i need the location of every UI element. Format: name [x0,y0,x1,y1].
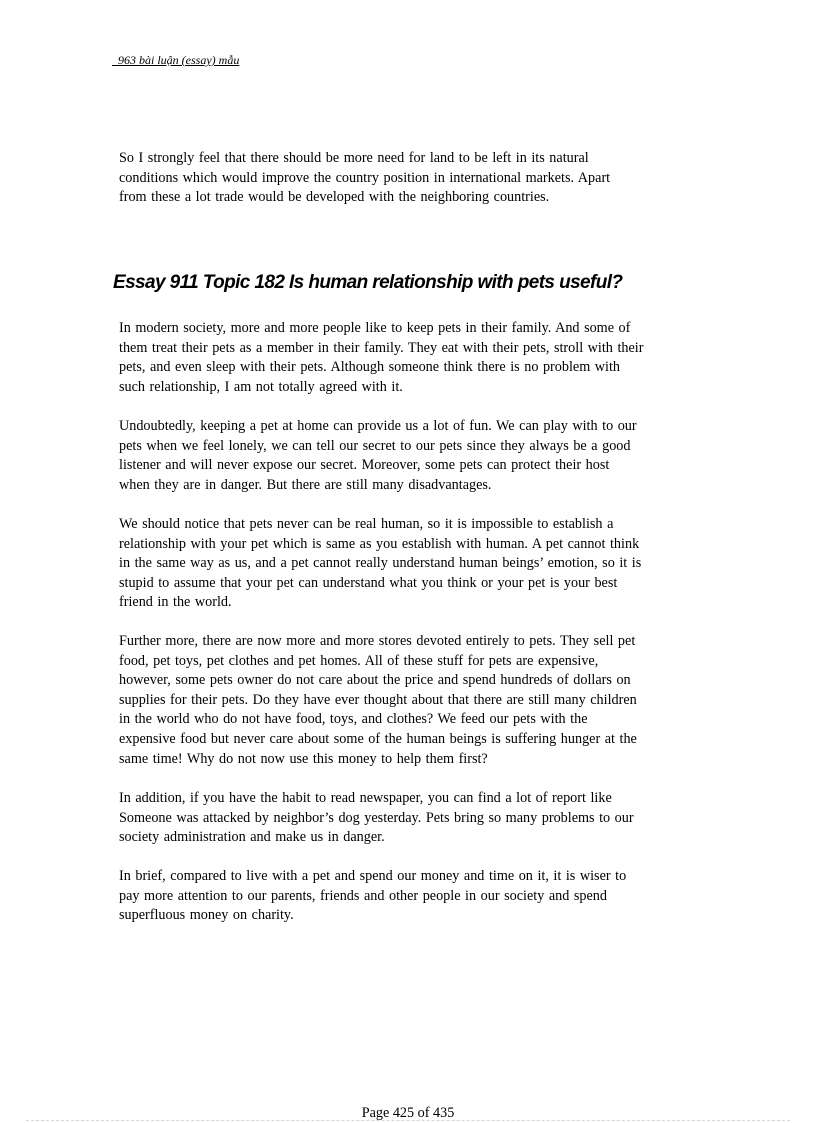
text-line: pets, and even sleep with their pets. Although someone think there is no problem with [119,359,621,376]
page-number: Page 425 of 435 [361,1105,455,1121]
text-line: In brief, compared to live with a pet and spend our money and time on it, it is wiser to [119,868,627,884]
intro-paragraph [119,149,695,208]
text-line: Undoubtedly, keeping a pet at home can provide us a lot of fun. We can play with to our [119,418,637,434]
text-line: We should notice that pets never can be real human, so it is impossible to establish a [119,516,614,532]
page-header: 963 bài luận (essay) mẫu [112,53,240,67]
text-line: superfluous money on charity. [119,907,294,924]
text-line: such relationship, I am not totally agreed with it. [119,378,403,395]
text-line: however, some pets owner do not care about the price and spend hundreds of dollars on [119,672,631,689]
essay-paragraph-5 [119,789,695,848]
text-line: In addition, if you have the habit to read newspaper, you can find a lot of report like [119,790,612,806]
text-line: Further more, there are now more and more stores devoted entirely to pets. They sell pet [119,633,636,649]
text-line: society administration and make us in danger. [119,829,385,846]
text-line: stupid to assume that your pet can understand what you think or your pet is your best [119,574,618,591]
text-line: food, pet toys, pet clothes and pet homes. All of these stuff for pets are expensive, [119,652,599,669]
text-line: them treat their pets as a member in their family. They eat with their pets, stroll with their [119,339,644,356]
text-line: when they are in danger. But there are still many disadvantages. [119,476,492,493]
text-line: in the world who do not have food, toys, and clothes? We feed our pets with the [119,711,588,728]
text-line: listener and will never expose our secret. Moreover, some pets can protect their host [119,457,610,474]
page-bottom-rule [26,1120,790,1121]
essay-paragraph-1 [119,319,695,397]
essay-paragraph-2 [119,417,695,495]
essay-paragraph-3 [119,515,695,613]
text-line: Someone was attacked by neighbor’s dog yesterday. Pets bring so many problems to our [119,809,634,826]
text-line: supplies for their pets. Do they have ever thought about that there are still many children [119,691,637,708]
text-line: same time! Why do not now use this money to help them first? [119,750,488,767]
text-line: In modern society, more and more people like to keep pets in their family. And some of [119,320,631,336]
text-line: friend in the world. [119,594,232,611]
text-line: in the same way as us, and a pet cannot really understand human beings’ emotion, so it is [119,555,642,572]
essay-paragraph-6 [119,867,695,926]
text-line: So I strongly feel that there should be more need for land to be left in its natural [119,150,589,166]
essay-title: Essay 911 Topic 182 Is human relationship with pets useful? [113,272,623,293]
text-line: expensive food but never care about some of the human beings is suffering hunger at the [119,730,637,747]
text-line: pets when we feel lonely, we can tell our secret to our pets since they always be a good [119,437,631,454]
text-line: relationship with your pet which is same as you establish with human. A pet cannot think [119,535,640,552]
text-line: from these a lot trade would be developed with the neighboring countries. [119,189,550,206]
text-line: conditions which would improve the country position in international markets. Apart [119,169,611,186]
essay-paragraph-4 [119,632,695,769]
text-line: pay more attention to our parents, friends and other people in our society and spend [119,887,607,904]
